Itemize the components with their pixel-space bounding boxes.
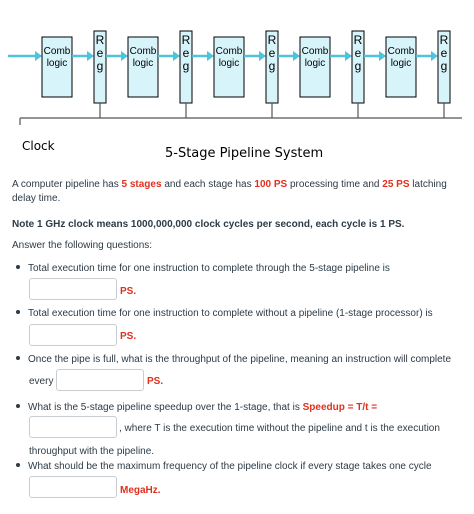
arrow-to-reg-5-head [431, 51, 438, 61]
processing-time: 100 PS [254, 179, 288, 190]
diagram-title: 5-Stage Pipeline System [165, 146, 324, 161]
every-label: every [29, 376, 54, 387]
reg-letter-1-2: e [96, 46, 104, 60]
comb-label-1: Comb [43, 46, 71, 57]
reg-letter-1-1: R [95, 33, 105, 47]
reg-letter-4-2: e [354, 46, 362, 60]
answer-input-1[interactable] [29, 278, 117, 300]
arrow-to-comb-2-head [121, 51, 128, 61]
comb-label-4: Comb [301, 46, 329, 57]
clock-label: Clock [22, 139, 55, 153]
pipeline-diagram [0, 0, 474, 135]
answer-input-3[interactable] [56, 369, 144, 391]
logic-label-5: logic [390, 58, 412, 69]
answer-input-5[interactable] [29, 476, 117, 498]
note-text: Note 1 GHz clock means 1000,000,000 clock cycles per second, each cycle is 1 PS. [12, 219, 405, 230]
unit-2: PS. [120, 331, 137, 342]
stages-value: 5 stages [121, 179, 162, 190]
reg-letter-3-2: e [268, 46, 276, 60]
reg-letter-2-3: g [182, 59, 190, 73]
arrow-to-reg-4-head [345, 51, 352, 61]
reg-letter-5-2: e [440, 46, 448, 60]
reg-letter-3-3: g [268, 59, 276, 73]
question-3: Once the pipe is full, what is the throughput of the pipeline, meaning an instruction will complete [12, 353, 451, 367]
unit-5: MegaHz. [120, 485, 161, 496]
unit-3: PS. [147, 376, 164, 387]
arrow-to-reg-1-head [87, 51, 94, 61]
unit-1: PS. [120, 286, 137, 297]
input-arrow-head [35, 51, 42, 61]
speedup-suffix: , where T is the execution time without the pipeline and t is the execution [119, 423, 440, 434]
latching-time: 25 PS [382, 179, 410, 190]
reg-letter-3-1: R [267, 33, 277, 47]
reg-letter-5-1: R [439, 33, 449, 47]
intro-paragraph: A computer pipeline has 5 stages and each stage has 100 PS processing time and 25 PS latching delay time. [12, 179, 447, 204]
reg-letter-4-1: R [353, 33, 363, 47]
answer-prompt: Answer the following questions: [12, 240, 153, 251]
arrow-to-comb-4-head [293, 51, 300, 61]
logic-label-2: logic [132, 58, 154, 69]
question-1: Total execution time for one instruction to complete through the 5-stage pipeline is [12, 262, 390, 276]
answer-input-4[interactable] [29, 416, 117, 438]
arrow-to-comb-3-head [207, 51, 214, 61]
comb-label-5: Comb [387, 46, 415, 57]
reg-letter-5-3: g [440, 59, 448, 73]
logic-label-4: logic [304, 58, 326, 69]
question-2: Total execution time for one instruction to complete without a pipeline (1-stage processor) is [12, 307, 433, 321]
reg-letter-4-3: g [354, 59, 362, 73]
logic-label-3: logic [218, 58, 240, 69]
arrow-to-reg-3-head [259, 51, 266, 61]
reg-letter-1-3: g [96, 59, 104, 73]
speedup-formula: Speedup = T/t = [302, 402, 378, 413]
logic-label-1: logic [46, 58, 68, 69]
arrow-to-reg-2-head [173, 51, 180, 61]
reg-letter-2-1: R [181, 33, 191, 47]
comb-label-2: Comb [129, 46, 157, 57]
reg-letter-2-2: e [182, 46, 190, 60]
comb-label-3: Comb [215, 46, 243, 57]
speedup-line3: throughput with the pipeline. [29, 446, 155, 457]
question-4: What is the 5-stage pipeline speedup over the 1-stage, that is Speedup = T/t = [12, 401, 377, 415]
answer-input-2[interactable] [29, 324, 117, 346]
question-5: What should be the maximum frequency of the pipeline clock if every stage takes one cycle [12, 460, 432, 474]
arrow-to-comb-5-head [379, 51, 386, 61]
